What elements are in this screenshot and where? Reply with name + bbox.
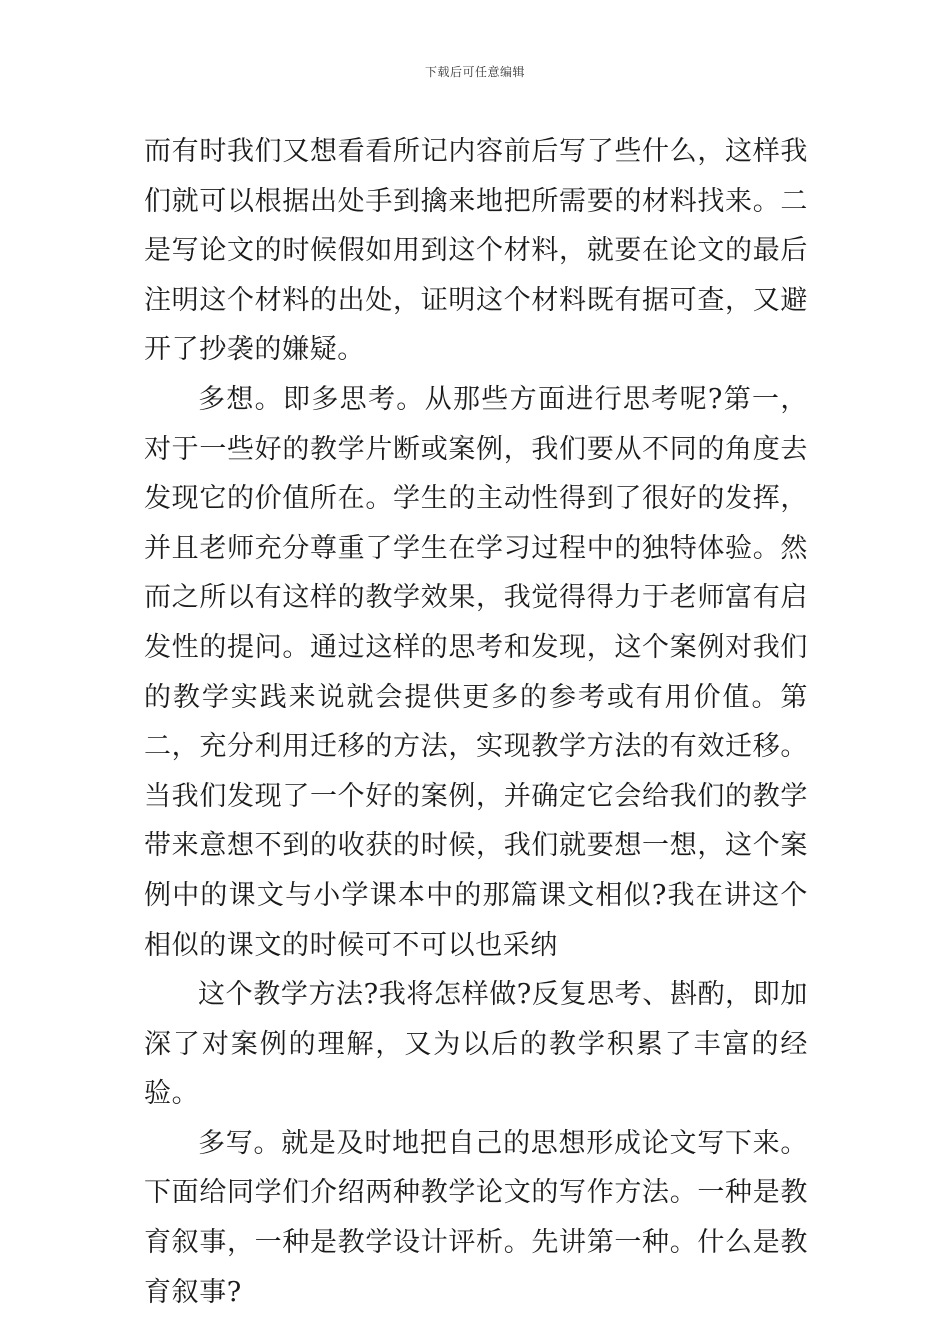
paragraph-4: 多写。就是及时地把自己的思想形成论文写下来。下面给同学们介绍两种教学论文的写作方法。一种是教育叙事，一种是教学设计评析。先讲第一种。什么是教育叙事? [144, 1127, 808, 1308]
paragraph-1: 而有时我们又想看看所记内容前后写了些什么，这样我们就可以根据出处手到擒来地把所需要的材料找来。二是写论文的时候假如用到这个材料，就要在论文的最后注明这个材料的出处，证明这个材料既有据可查，又避开了抄袭的嫌疑。 [144, 136, 808, 366]
document-body [144, 127, 808, 1317]
page-header: 下载后可任意编辑 [424, 65, 525, 79]
paragraph-3: 这个教学方法?我将怎样做?反复思考、斟酌，即加深了对案例的理解，又为以后的教学积累了丰富的经验。 [144, 979, 808, 1110]
paragraph-2: 多想。即多思考。从那些方面进行思考呢?第一，对于一些好的教学片断或案例，我们要从不同的角度去发现它的价值所在。学生的主动性得到了很好的发挥，并且老师充分尊重了学生在学习过程中的独特体验。然而之所以有这样的教学效果，我觉得得力于老师富有启发性的提问。通过这样的思考和发现，这个案例对我们的教学实践来说就会提供更多的参考或有用价值。第二，充分利用迁移的方法，实现教学方法的有效迁移。当我们发现了一个好的案例，并确定它会给我们的教学带来意想不到的收获的时候，我们就要想一想，这个案例中的课文与小学课本中的那篇课文相似?我在讲这个相似的课文的时候可不可以也采纳 [144, 383, 808, 961]
